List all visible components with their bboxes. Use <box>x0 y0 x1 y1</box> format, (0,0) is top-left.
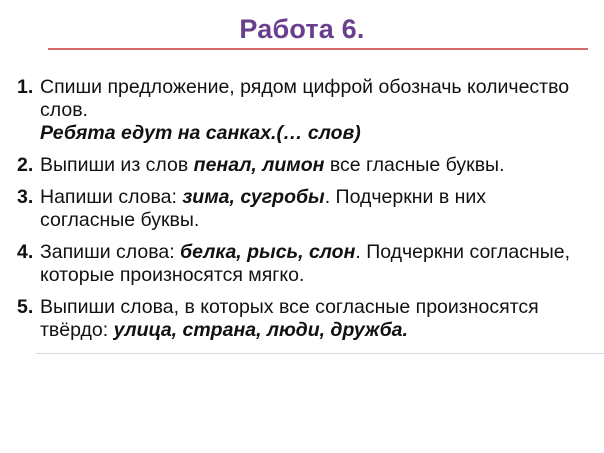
task-5 <box>0 296 604 342</box>
task-3 <box>0 186 604 232</box>
task-text: Выпиши слова, в которых все согласные произносятся твёрдо: <box>40 296 539 341</box>
task-number: 2. <box>17 154 34 176</box>
decorative-line <box>36 353 604 354</box>
task-text: Запиши слова: <box>40 241 181 263</box>
task-words: белка, рысь, слон <box>180 241 356 263</box>
task-text: Выпиши из слов <box>40 154 194 176</box>
task-2 <box>0 154 604 177</box>
title-divider <box>48 48 588 50</box>
task-number: 3. <box>17 186 34 208</box>
page-title: Работа 6. <box>239 14 365 44</box>
task-text-end: . Подчеркни согласные, которые произносятся мягко. <box>40 241 570 286</box>
task-1 <box>0 76 604 145</box>
task-number: 1. <box>17 76 34 98</box>
task-4 <box>0 241 604 287</box>
task-words: пенал, лимон <box>193 154 325 176</box>
task-words: зима, сугробы <box>182 186 325 208</box>
task-list <box>0 76 604 351</box>
task-example-sentence: Ребята едут на санках.(… слов) <box>40 122 361 144</box>
task-text: Напиши слова: <box>40 186 183 208</box>
task-text-end: все гласные буквы. <box>324 154 505 176</box>
task-text: Спиши предложение, рядом цифрой обозначь количество слов. <box>40 76 570 121</box>
task-number: 5. <box>17 296 34 318</box>
task-words: улица, страна, люди, дружба. <box>113 319 408 341</box>
task-number: 4. <box>17 241 34 263</box>
task-text-end: . Подчеркни в них согласные буквы. <box>40 186 487 231</box>
